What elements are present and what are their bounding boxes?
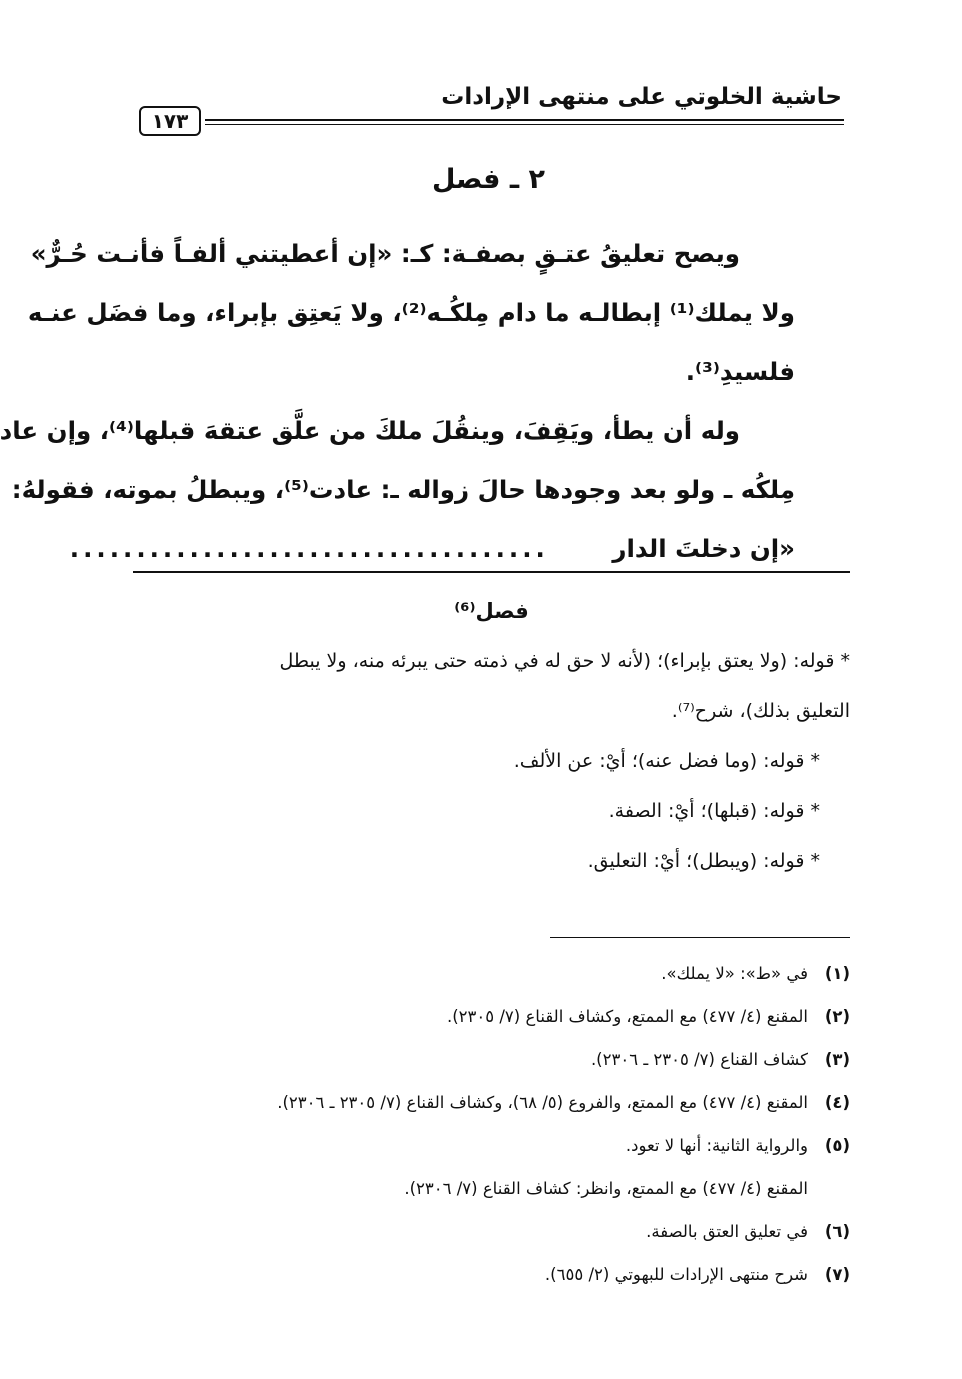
footnote-text: كشاف القناع (٧/ ٢٣٠٥ ـ ٢٣٠٦). bbox=[590, 1050, 808, 1069]
footnote bbox=[133, 952, 850, 995]
footnote bbox=[133, 1124, 850, 1167]
footnote-rule bbox=[550, 937, 850, 938]
main-line: مِلكُه ـ ولو بعد وجودها حالَ زواله ـ: عادت⁽⁵⁾، ويبطلُ بموته، فقولهُ: bbox=[11, 475, 795, 504]
footnote-text: المقنع (٤/ ٤٧٧) مع الممتع، والفروع (٥/ ٦٨)، وكشاف القناع (٧/ ٢٣٠٥ ـ ٢٣٠٦). bbox=[277, 1093, 808, 1112]
commentary-block bbox=[133, 586, 850, 886]
footnote-text: في «ط»: «لا يملك». bbox=[661, 964, 808, 983]
footnotes-list bbox=[133, 952, 850, 1296]
footnote bbox=[133, 995, 850, 1038]
main-text-block bbox=[0, 224, 850, 578]
commentary-line: * قوله: (ويبطل)؛ أيْ: التعليق. bbox=[587, 850, 820, 872]
footnote-text: شرح منتهى الإرادات للبهوتي (٢/ ٦٥٥). bbox=[544, 1265, 808, 1284]
running-header-title: حاشية الخلوتي على منتهى الإرادات bbox=[441, 84, 842, 110]
main-line: ولا يملك⁽¹⁾ إبطالـه ما دام مِلكُـه⁽²⁾، ولا يَعتِق بإبراء، وما فضَل عنـه bbox=[27, 298, 795, 327]
footnote bbox=[133, 1081, 850, 1124]
footnote-number: (٤) bbox=[824, 1093, 850, 1112]
footnote-number: (٢) bbox=[824, 1007, 850, 1026]
footnote-number: (٣) bbox=[824, 1050, 850, 1069]
footnote-number: (٥) bbox=[824, 1136, 850, 1155]
section-heading: ٢ ـ فصل bbox=[432, 164, 545, 195]
footnote bbox=[133, 1038, 850, 1081]
footnote-number: (٦) bbox=[824, 1222, 850, 1241]
footnote-text: المقنع (٤/ ٤٧٧) مع الممتع، وانظر: كشاف القناع (٧/ ٢٣٠٦). bbox=[404, 1179, 808, 1198]
footnote bbox=[133, 1253, 850, 1296]
quoted-text: «إن دخلتَ الدار bbox=[612, 534, 795, 563]
main-line bbox=[69, 519, 850, 578]
footnote bbox=[133, 1210, 850, 1253]
footnote-continuation bbox=[133, 1167, 850, 1210]
continuation-dots: .................................... bbox=[69, 534, 549, 563]
footnote-text: في تعليق العتق بالصفة. bbox=[646, 1222, 808, 1241]
footnote-text: المقنع (٤/ ٤٧٧) مع الممتع، وكشاف القناع (٧/ ٢٣٠٥). bbox=[446, 1007, 808, 1026]
text-commentary-divider bbox=[133, 571, 850, 573]
commentary-line: التعليق بذلك)، شرح⁽⁷⁾. bbox=[671, 700, 850, 722]
main-paragraph-1 bbox=[27, 224, 850, 401]
main-paragraph-2 bbox=[0, 401, 850, 578]
header-rule bbox=[205, 119, 844, 125]
commentary-heading: فصل⁽⁶⁾ bbox=[454, 599, 529, 623]
page-number: ١٧٣ bbox=[139, 106, 201, 136]
main-line: وله أن يطأ، ويَقِفَ، وينقُلَ ملكَ من علَّق عتقهَ قبلها⁽⁴⁾، وإن عاد bbox=[0, 416, 740, 445]
main-line: ويصح تعليقُ عتـقٍ بصفـة: كـ: «إن أعطيتني ألفـاً فأنـت حُـرٌّ» bbox=[30, 239, 740, 268]
footnote-number: (٧) bbox=[824, 1265, 850, 1284]
commentary-line: * قوله: (قبلها)؛ أيْ: الصفة. bbox=[608, 800, 820, 822]
main-line: فلسيدِ⁽³⁾. bbox=[685, 357, 795, 386]
commentary-line: * قوله: (ولا يعتق بإبراء)؛ (لأنه لا حق له في ذمته حتى يبرئه منه، ولا يبطل bbox=[279, 650, 850, 672]
commentary-line: * قوله: (وما فضل عنه)؛ أيْ: عن الألف. bbox=[513, 750, 820, 772]
footnote-number: (١) bbox=[824, 964, 850, 983]
footnote-text: والرواية الثانية: أنها لا تعود. bbox=[625, 1136, 808, 1155]
